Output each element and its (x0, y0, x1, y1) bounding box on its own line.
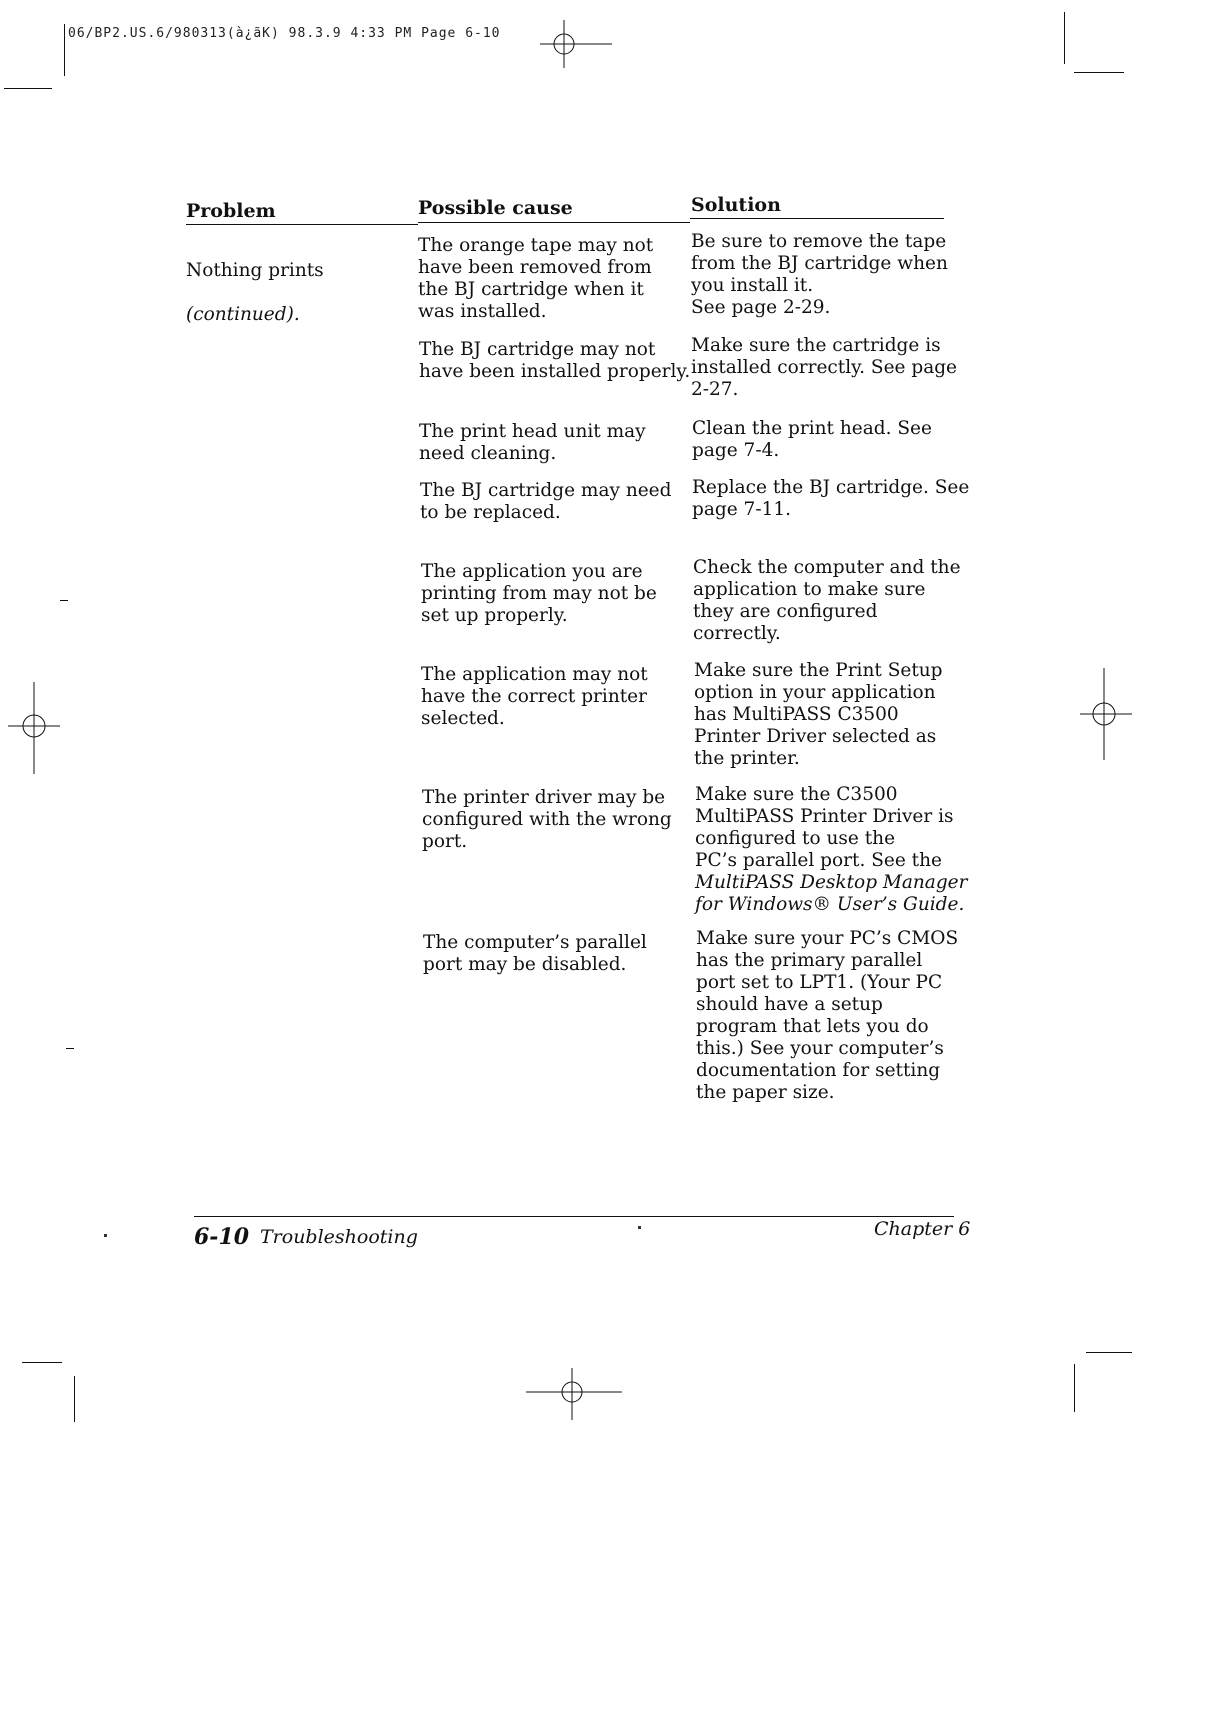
print-slug-line: 06/BP2.US.6/980313(à¿ãK) 98.3.9 4:33 PM Page 6-10 (68, 26, 501, 41)
problem-text (186, 238, 324, 326)
guide-title-line: for Windows® User’s Guide. (695, 894, 965, 915)
footer-rule (194, 1216, 954, 1217)
section-title: Troubleshooting (260, 1226, 418, 1248)
solution-cell: Clean the print head. See page 7-4. (692, 418, 932, 461)
registration-mark (536, 18, 616, 70)
speck (638, 1226, 641, 1229)
guide-title-line: MultiPASS Desktop Manager (695, 872, 968, 893)
registration-mark (6, 680, 62, 776)
tick-mark (66, 1048, 74, 1049)
tick-mark (60, 600, 68, 601)
cause-cell: The application you are printing from may not be set up properly. (421, 561, 657, 626)
cause-cell: The orange tape may not have been removed from the BJ cartridge when it was installed. (418, 235, 654, 322)
header-rule (418, 222, 690, 223)
cause-cell: The BJ cartridge may not have been installed properly. (419, 339, 691, 382)
registration-mark (1078, 666, 1134, 762)
cause-cell: The application may not have the correct printer selected. (421, 664, 648, 729)
registration-mark-bottom (524, 1666, 624, 1726)
solution-cell: Make sure the Print Setup option in your application has MultiPASS C3500 Printer Driver selected as the printer. (694, 660, 943, 769)
column-header-cause: Possible cause (418, 197, 573, 219)
solution-text: Make sure the C3500 MultiPASS Printer Driver is configured to use the PC’s parallel port. See the (695, 784, 954, 871)
problem-continued: (continued). (186, 304, 300, 325)
page-number: 6-10 (194, 1224, 250, 1250)
column-header-problem: Problem (186, 200, 276, 222)
solution-cell: Make sure the cartridge is installed correctly. See page 2-27. (691, 335, 958, 400)
column-header-solution: Solution (691, 194, 781, 216)
solution-cell: Check the computer and the application to make sure they are configured correctly. (693, 557, 961, 644)
speck (104, 1234, 107, 1237)
problem-label: Nothing prints (186, 260, 324, 281)
header-rule (186, 224, 418, 225)
cause-cell: The printer driver may be configured with the wrong port. (422, 787, 672, 852)
solution-cell: Make sure your PC’s CMOS has the primary parallel port set to LPT1. (Your PC should have a setup program that lets you do this.) See your computer’s documentation for setting the paper size. (696, 928, 959, 1103)
header-rule (690, 218, 944, 219)
solution-cell: Be sure to remove the tape from the BJ cartridge when you install it. See page 2-29. (691, 231, 948, 318)
chapter-label: Chapter 6 (874, 1218, 971, 1240)
cause-cell: The computer’s parallel port may be disabled. (423, 932, 647, 975)
cause-cell: The BJ cartridge may need to be replaced. (420, 480, 672, 523)
cause-cell: The print head unit may need cleaning. (419, 421, 646, 464)
registration-mark (524, 1366, 624, 1422)
crop-mark (1064, 12, 1065, 64)
crop-mark (64, 24, 65, 76)
crop-mark (74, 1376, 75, 1422)
crop-mark (1086, 1352, 1132, 1353)
crop-mark (1074, 1364, 1075, 1412)
solution-cell (695, 784, 967, 916)
crop-mark (1074, 72, 1124, 73)
crop-mark (22, 1362, 62, 1363)
solution-cell: Replace the BJ cartridge. See page 7-11. (692, 477, 970, 520)
crop-mark (4, 88, 52, 89)
